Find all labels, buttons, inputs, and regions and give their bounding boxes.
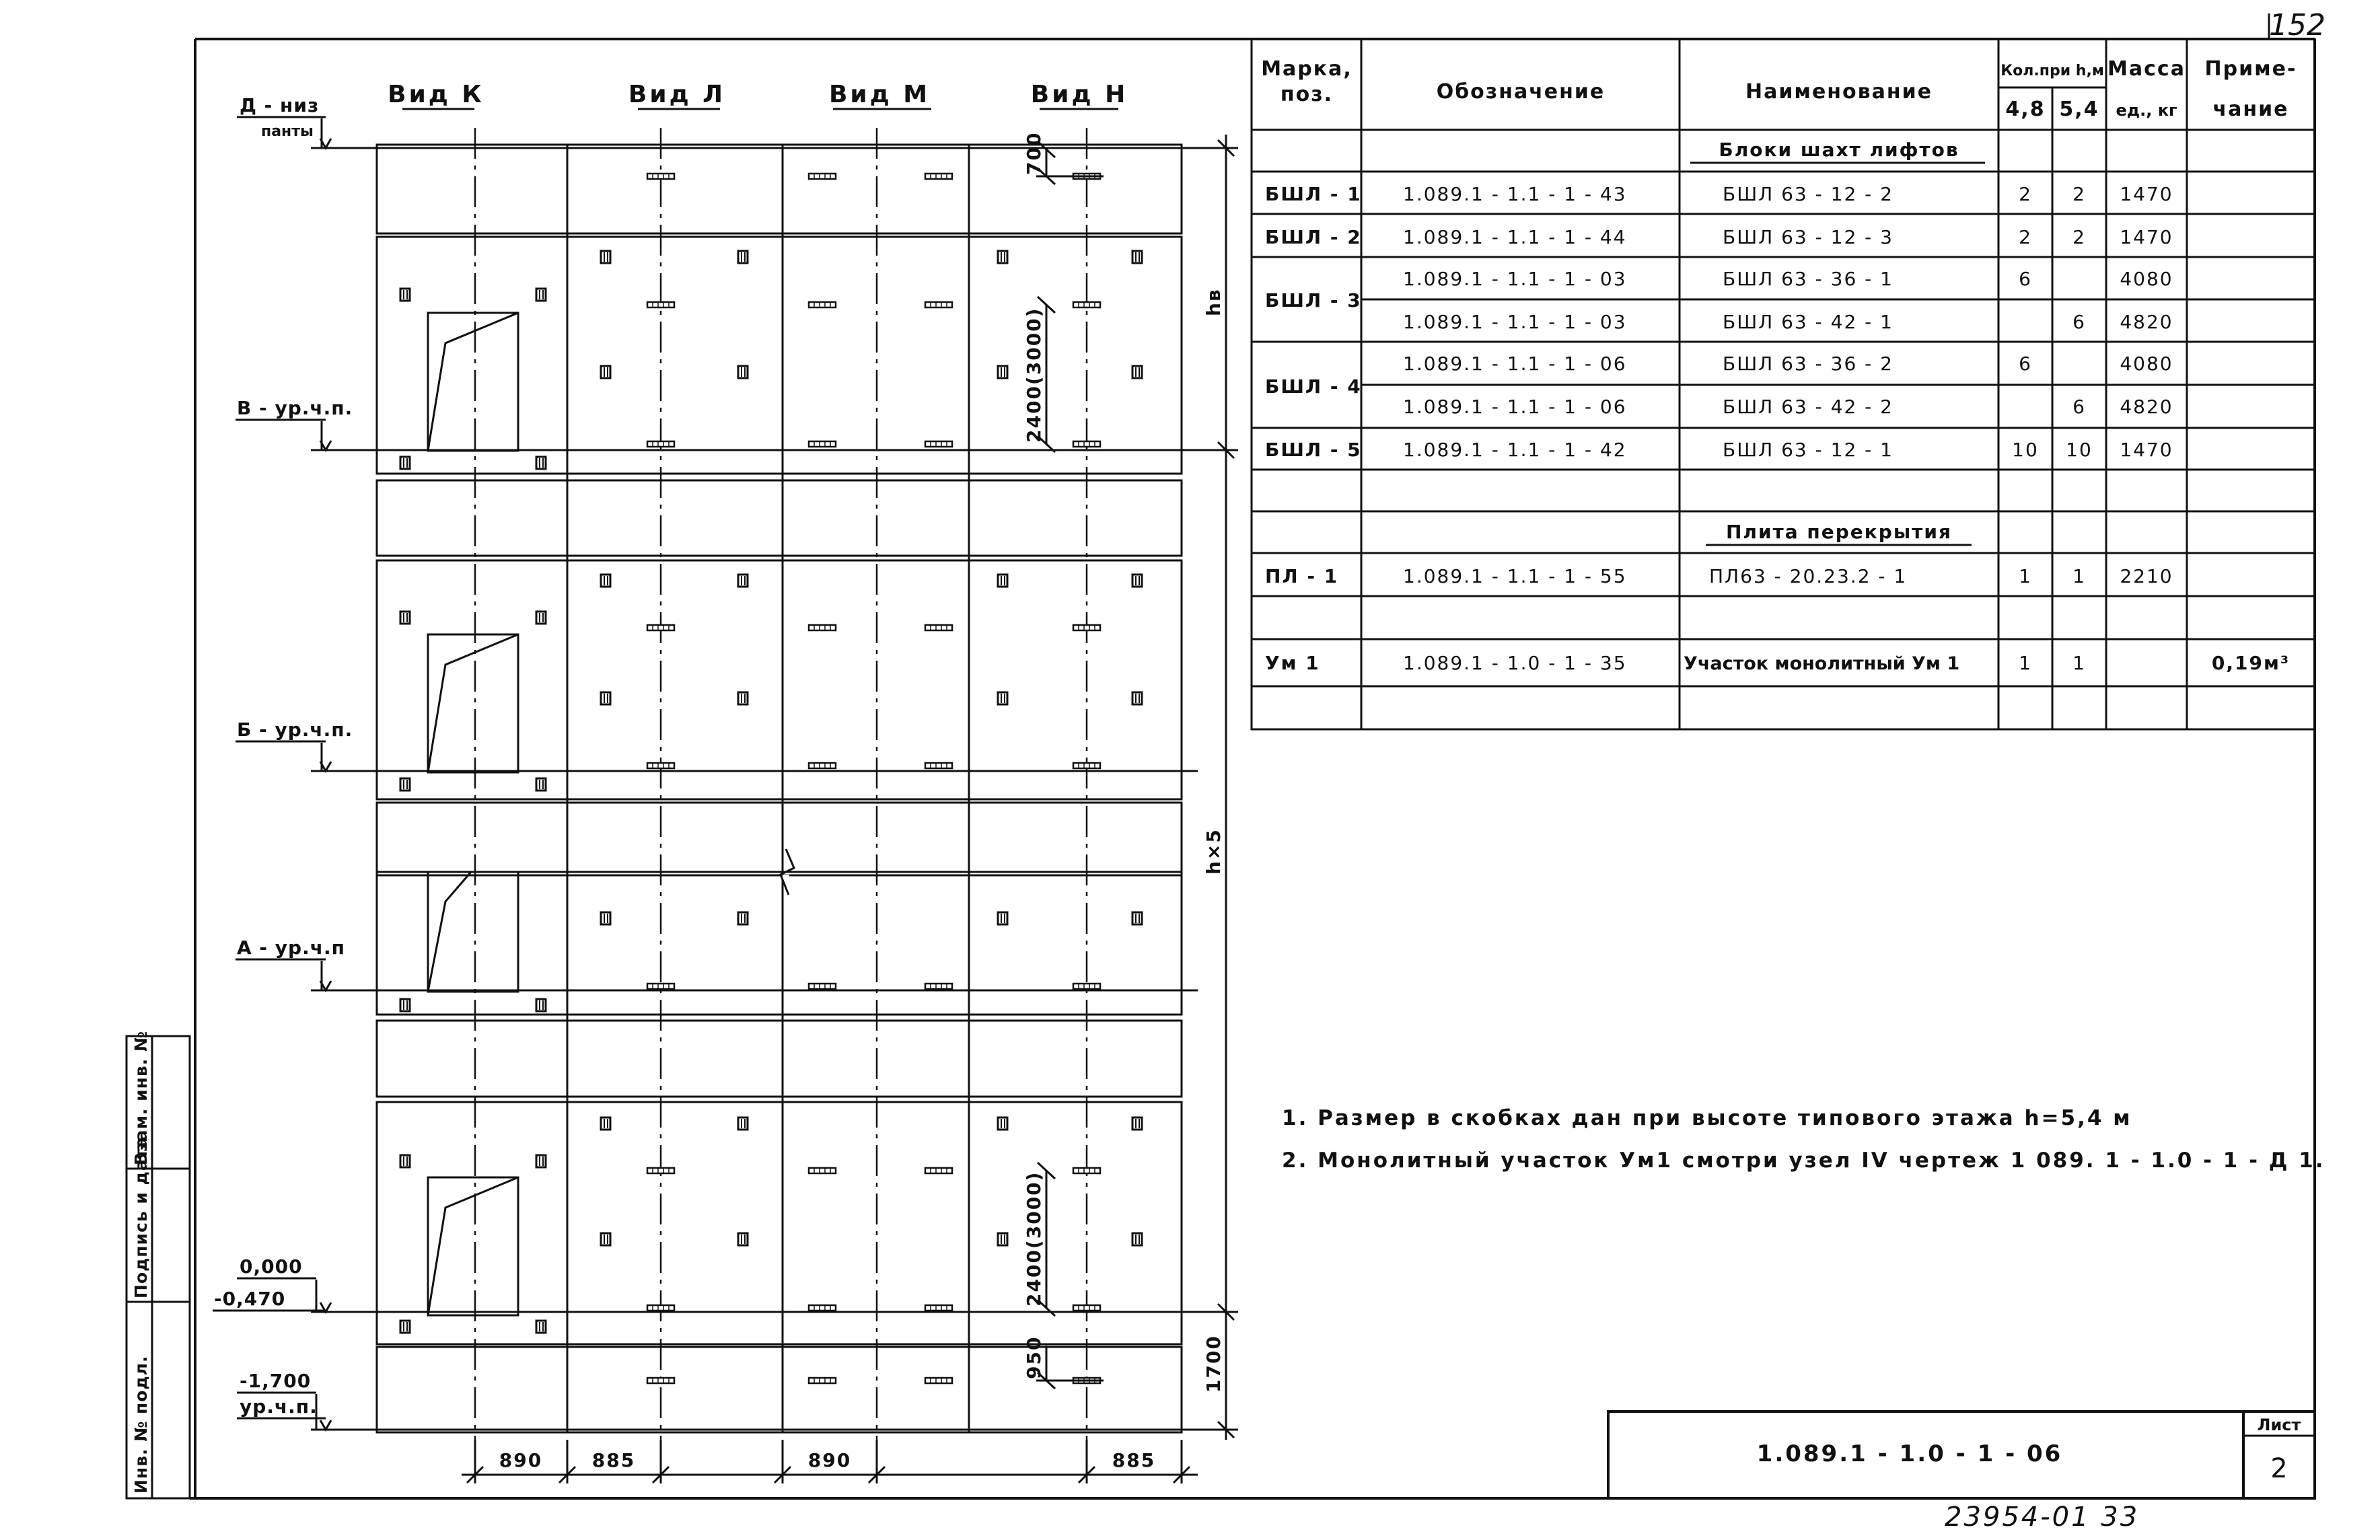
note-2: 2. Монолитный участок Ум1 смотри узел IV чертеж 1 089. 1 - 1.0 - 1 - Д 1.: [1282, 1148, 2325, 1173]
th-note-2: чание: [2212, 98, 2289, 121]
th-qty-54: 5,4: [2059, 98, 2099, 121]
cell-designation: 1.089.1 - 1.1 - 1 - 03: [1403, 268, 1627, 290]
th-note-1: Приме-: [2204, 57, 2297, 81]
cell-mark: БШЛ - 3: [1265, 289, 1362, 311]
title-block-code: 1.089.1 - 1.0 - 1 - 06: [1756, 1440, 2063, 1467]
cell-designation: 1.089.1 - 1.1 - 1 - 44: [1403, 226, 1627, 248]
shaft-elevation: [318, 145, 1198, 1432]
cell-note: 0,19м³: [2211, 652, 2291, 674]
table-row: [1403, 311, 2173, 333]
view-heading-n: Вид Н: [1030, 81, 1128, 108]
table-row: [1265, 652, 2290, 674]
view-heading-m: Вид М: [828, 81, 931, 108]
level-label-a: А - ур.ч.п: [237, 937, 345, 959]
cell-designation: 1.089.1 - 1.1 - 1 - 03: [1403, 311, 1627, 333]
cell-q54: 10: [2066, 439, 2093, 461]
th-mass-1: Масса: [2107, 57, 2186, 81]
cell-q54: 2: [2072, 183, 2086, 205]
side-stamp-sign: Подпись и дата: [131, 1136, 151, 1298]
th-mark-1: Марка,: [1261, 57, 1353, 81]
floor-level-lines: [318, 148, 1198, 1430]
view-heading-l: Вид Л: [628, 81, 726, 108]
cell-q48: 1: [2019, 565, 2032, 587]
cell-mass: 2210: [2120, 565, 2173, 587]
th-designation: Обозначение: [1436, 80, 1606, 104]
level-markers: [311, 139, 331, 1430]
cell-designation: 1.089.1 - 1.0 - 1 - 35: [1403, 652, 1627, 674]
view-separators: [567, 145, 969, 1432]
cell-name: БШЛ 63 - 12 - 1: [1723, 439, 1894, 461]
th-mass-2: ед., кг: [2116, 101, 2177, 120]
dim-bottom-890-a: 890: [499, 1449, 543, 1471]
dim-700: 700: [1023, 131, 1045, 175]
cell-q48: 10: [2012, 439, 2039, 461]
cell-designation: 1.089.1 - 1.1 - 1 - 06: [1403, 353, 1627, 375]
cell-q48: 2: [2019, 226, 2032, 248]
cell-mark: ПЛ - 1: [1265, 565, 1339, 587]
level-label-v: В - ур.ч.п.: [237, 397, 353, 419]
title-block-sheet-number: 2: [2270, 1453, 2288, 1484]
dim-bottom-885-b: 885: [1112, 1449, 1156, 1471]
cell-designation: 1.089.1 - 1.1 - 1 - 42: [1403, 439, 1627, 461]
level-label-minus-1700: -1,700: [240, 1370, 312, 1392]
level-label-floor: ур.ч.п.: [240, 1395, 318, 1418]
table-row: [1265, 183, 2173, 205]
cell-name: БШЛ 63 - 36 - 2: [1723, 353, 1894, 375]
level-label-zero: 0,000: [240, 1255, 303, 1278]
cell-q48: 2: [2019, 183, 2032, 205]
cell-mark: БШЛ - 5: [1265, 439, 1362, 461]
cell-designation: 1.089.1 - 1.1 - 1 - 06: [1403, 396, 1627, 418]
cell-designation: 1.089.1 - 1.1 - 1 - 43: [1403, 183, 1627, 205]
cell-mass: 1470: [2120, 226, 2173, 248]
cell-designation: 1.089.1 - 1.1 - 1 - 55: [1403, 565, 1627, 587]
right-dimension-line: [1198, 135, 1238, 1440]
cell-q54: 1: [2072, 565, 2086, 587]
archive-number: 23954-01 33: [1945, 1502, 2140, 1533]
section-blocks-heading: Блоки шахт лифтов: [1719, 139, 1959, 161]
cell-name: ПЛ63 - 20.23.2 - 1: [1709, 565, 1908, 587]
table-row: [1265, 439, 2173, 461]
cell-name: БШЛ 63 - 12 - 3: [1723, 226, 1894, 248]
th-mark-2: поз.: [1280, 83, 1334, 106]
block-edges: [377, 145, 1182, 1432]
side-stamp-inv: Инв. № подл.: [131, 1355, 151, 1494]
th-name: Наименование: [1745, 80, 1933, 104]
dim-2400-top: 2400(3000): [1023, 307, 1045, 443]
sheet-corner-number: 152: [2269, 8, 2325, 42]
cell-mark: БШЛ - 2: [1265, 226, 1362, 248]
table-row: [1265, 268, 2173, 311]
level-label-b: Б - ур.ч.п.: [237, 719, 353, 741]
cell-mass: 1470: [2120, 439, 2173, 461]
dim-950: 950: [1023, 1335, 1045, 1379]
cell-name: Участок монолитный Ум 1: [1684, 653, 1960, 674]
table-row: [1403, 396, 2173, 418]
table-row: [1265, 226, 2173, 248]
cell-mark: Ум 1: [1265, 652, 1320, 674]
cell-q54: 2: [2072, 226, 2086, 248]
cell-mass: 1470: [2120, 183, 2173, 205]
title-block-sheet-label: Лист: [2257, 1416, 2301, 1434]
cell-q48: 6: [2019, 353, 2032, 375]
cell-mass: 4080: [2120, 353, 2173, 375]
cell-q54: 6: [2072, 396, 2086, 418]
cell-mass: 4820: [2120, 311, 2173, 333]
dim-h5: h×5: [1202, 828, 1225, 875]
door-openings: [428, 313, 518, 1315]
table-row: [1265, 353, 2173, 398]
cell-q54: 6: [2072, 311, 2086, 333]
cell-name: БШЛ 63 - 42 - 2: [1723, 396, 1894, 418]
dim-2400-bottom: 2400(3000): [1023, 1171, 1045, 1307]
th-qty: Кол.при h,м: [2000, 63, 2104, 79]
cell-mark: БШЛ - 4: [1265, 375, 1362, 398]
cell-mass: 4080: [2120, 268, 2173, 290]
cell-mark: БШЛ - 1: [1265, 183, 1362, 205]
cell-q54: 1: [2072, 652, 2086, 674]
section-slab-heading: Плита перекрытия: [1726, 521, 1952, 543]
cell-q48: 6: [2019, 268, 2032, 290]
dim-hv: hв: [1202, 288, 1225, 316]
cell-name: БШЛ 63 - 12 - 2: [1723, 183, 1894, 205]
level-label-minus-470: -0,470: [214, 1288, 286, 1310]
side-stamp-replace: Взам. инв. №: [131, 1031, 151, 1165]
th-qty-48: 4,8: [2005, 98, 2046, 121]
cell-name: БШЛ 63 - 42 - 1: [1723, 311, 1894, 333]
dim-1700: 1700: [1202, 1335, 1225, 1393]
cell-q48: 1: [2019, 652, 2032, 674]
level-label-d-niz: Д - низ: [240, 94, 320, 116]
cell-name: БШЛ 63 - 36 - 1: [1723, 268, 1894, 290]
dim-bottom-885-a: 885: [591, 1449, 636, 1471]
cell-mass: 4820: [2120, 396, 2173, 418]
view-heading-k: Вид К: [388, 81, 484, 108]
table-row: [1265, 565, 2173, 587]
dim-bottom-890-b: 890: [807, 1449, 852, 1471]
note-1: 1. Размер в скобках дан при высоте типового этажа h=5,4 м: [1282, 1106, 2132, 1130]
level-label-panty: панты: [261, 123, 314, 140]
